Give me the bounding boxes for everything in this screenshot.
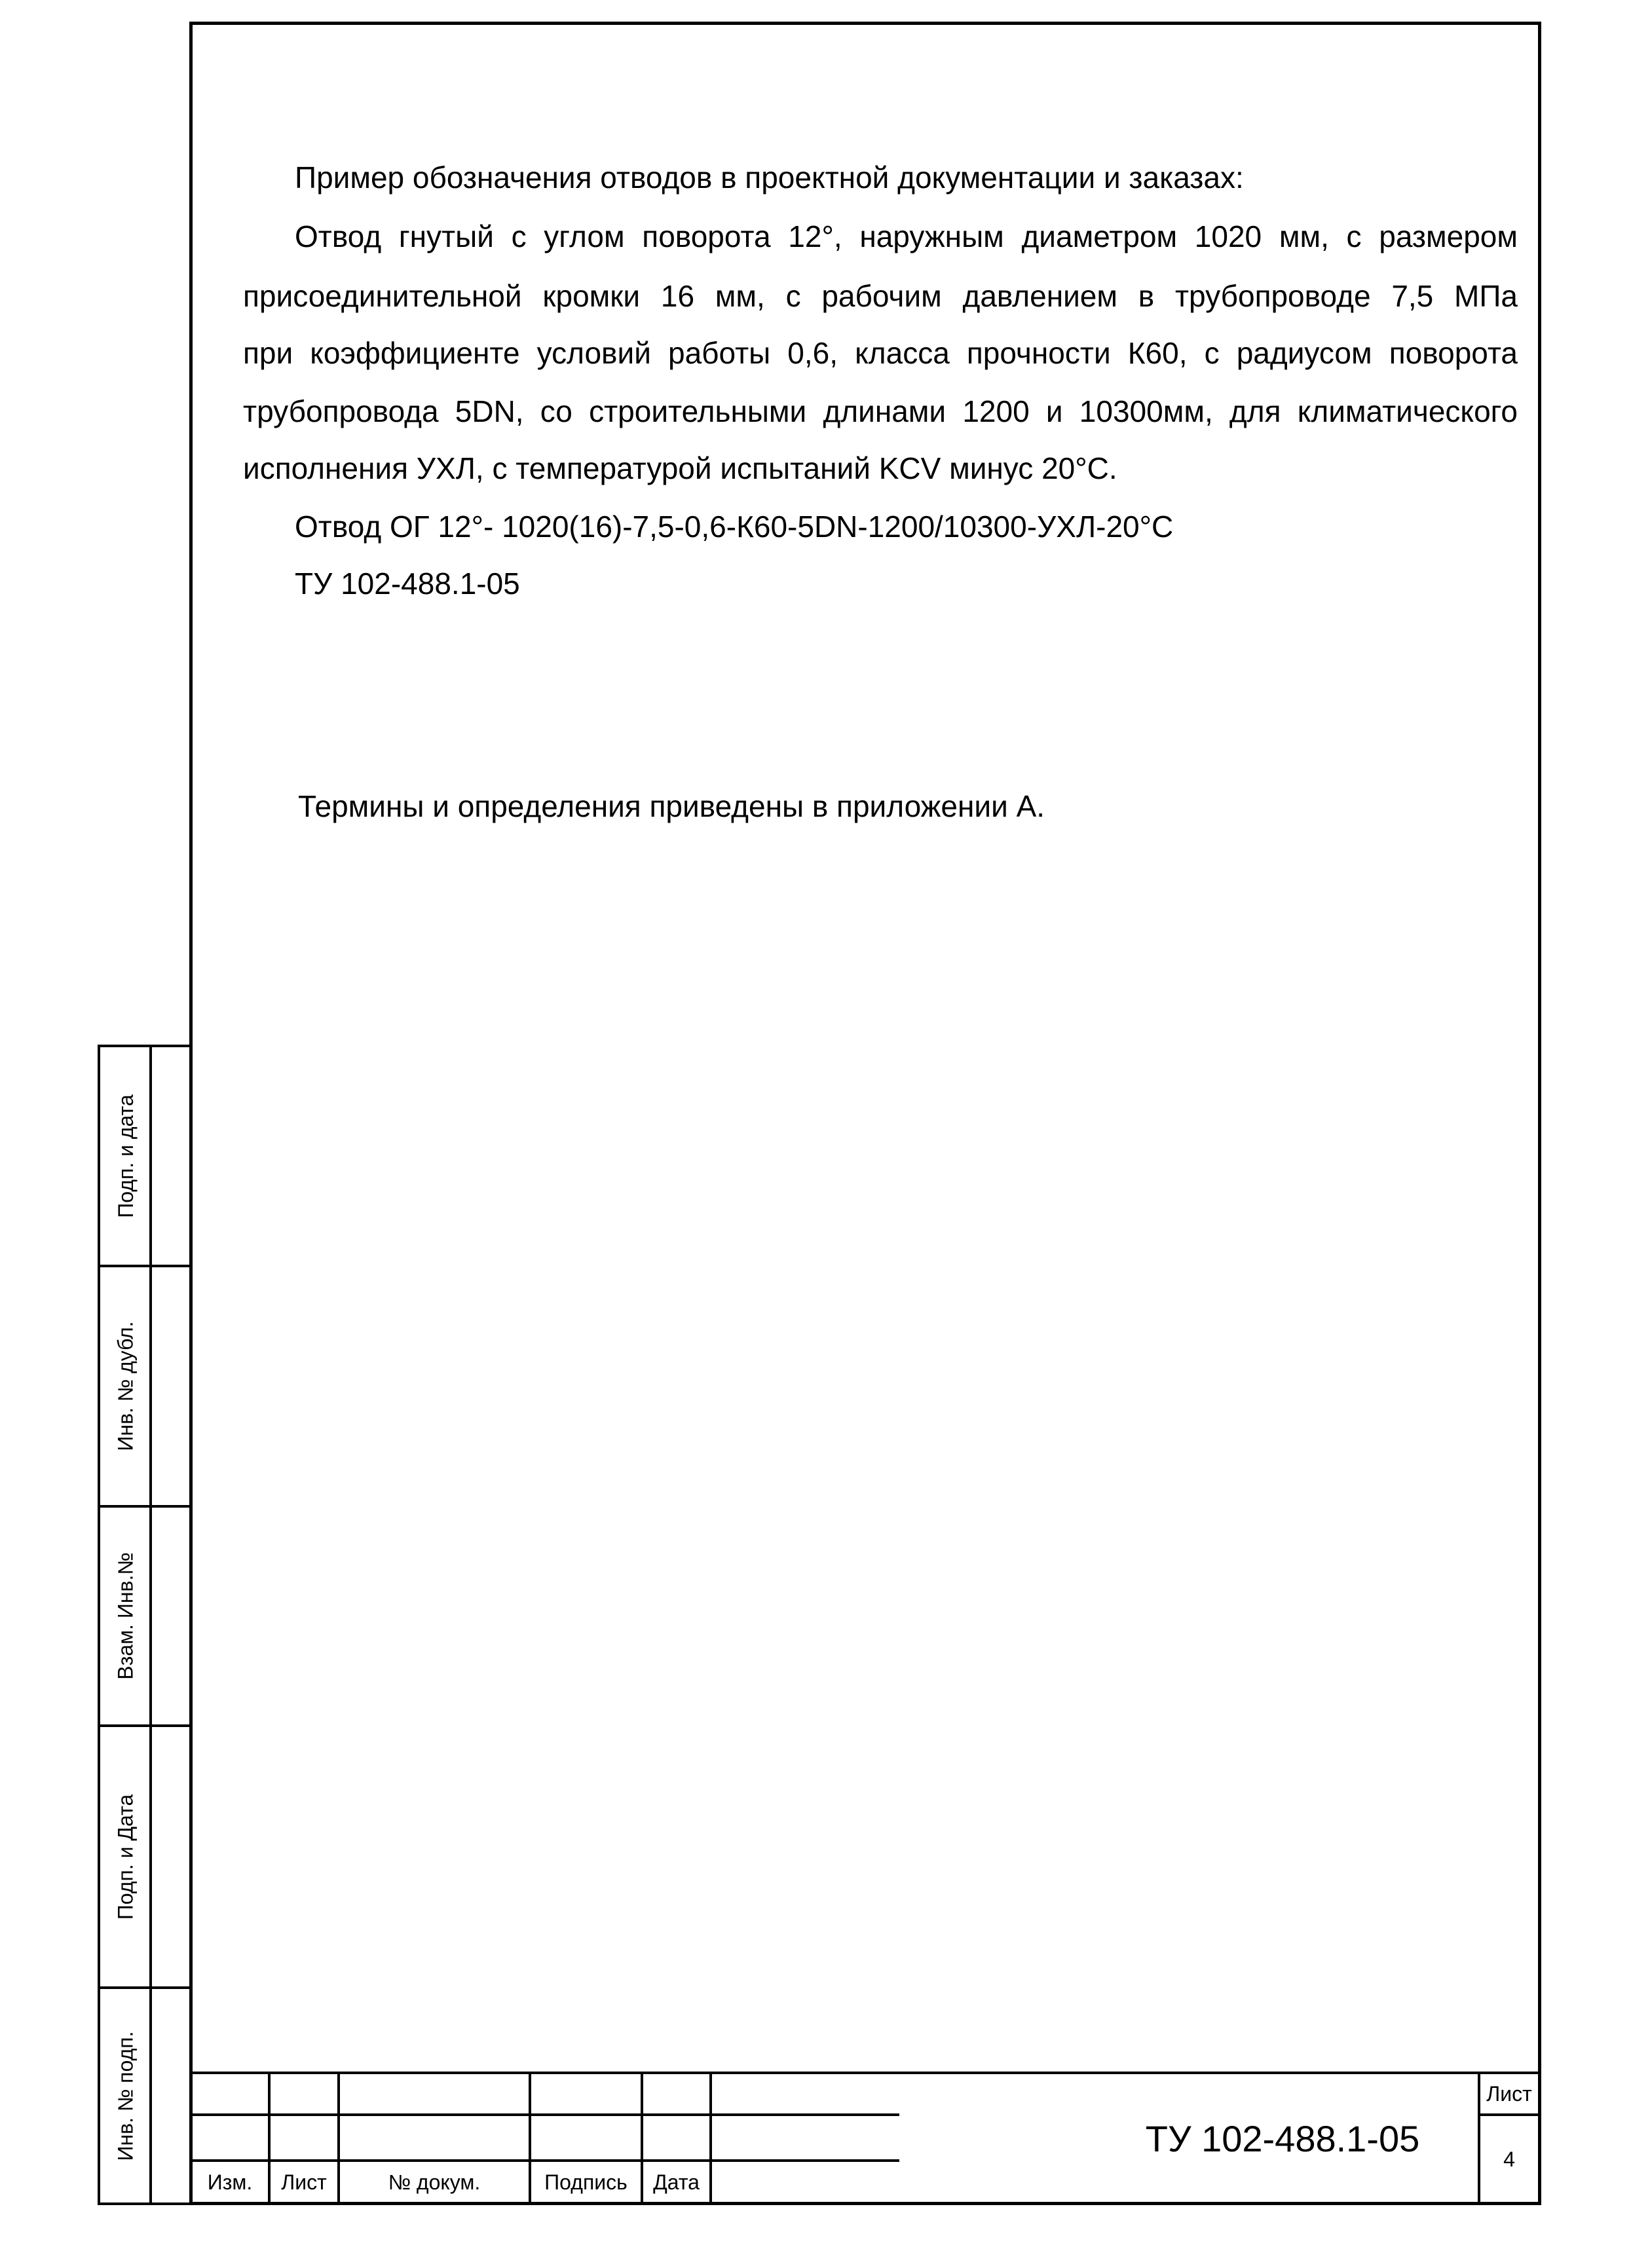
text-line-description-1: Отвод гнутый с углом поворота 12°, наружным диаметром 1020 мм, с размером: [295, 219, 1518, 253]
side-label-signature-date: [105, 1047, 146, 1265]
text-line-terms-note: Термины и определения приведены в приложении А.: [298, 789, 1045, 823]
title-block-column-label: Подпись: [544, 2170, 628, 2194]
side-label-replacement-inventory: [105, 1508, 146, 1724]
title-block-column-label: Лист: [281, 2170, 327, 2194]
title-block: [189, 2072, 1541, 2205]
text-line-description-5: исполнения УХЛ, с температурой испытаний KCV минус 20°C.: [243, 451, 1117, 485]
title-block-column-label: Изм.: [207, 2170, 253, 2194]
text-line-description-2: присоединительной кромки 16 мм, с рабочим давлением в трубопроводе 7,5 МПа: [243, 279, 1518, 313]
title-block-column-label: Дата: [653, 2170, 700, 2194]
text-line-designation-example: Отвод ОГ 12°- 1020(16)-7,5-0,6-К60-5DN-1200/10300-УХЛ-20°C: [295, 510, 1174, 544]
sheet-number: 4: [1503, 2147, 1515, 2171]
side-label-text: Инв. № подп.: [113, 2031, 138, 2161]
side-label-signature-date-2: [105, 1727, 146, 1986]
side-label-duplicate-inventory: [105, 1267, 146, 1505]
title-block-rule: [709, 2072, 712, 2203]
side-label-text: Подп. и дата: [113, 1094, 138, 1218]
text-line-example-heading: Пример обозначения отводов в проектной документации и заказах:: [295, 160, 1244, 195]
text-line-description-3: при коэффициенте условий работы 0,6, класса прочности К60, с радиусом поворота: [243, 336, 1518, 370]
side-label-original-inventory: [105, 1989, 146, 2203]
side-label-text: Инв. № дубл.: [113, 1321, 138, 1451]
title-block-column-label: № докум.: [388, 2170, 481, 2194]
document-designation: ТУ 102-488.1-05: [1145, 2117, 1420, 2159]
side-strip: [98, 1045, 193, 2205]
side-label-text: Взам. Инв.№: [113, 1552, 138, 1680]
sheet-label: Лист: [1486, 2081, 1532, 2106]
title-block-rule: [189, 2113, 899, 2116]
side-strip-divider: [149, 1047, 152, 2203]
text-line-standard-ref: ТУ 102-488.1-05: [295, 567, 520, 601]
side-label-text: Подп. и Дата: [113, 1794, 138, 1920]
text-line-description-4: трубопровода 5DN, со строительными длинами 1200 и 10300мм, для климатического: [243, 394, 1518, 428]
